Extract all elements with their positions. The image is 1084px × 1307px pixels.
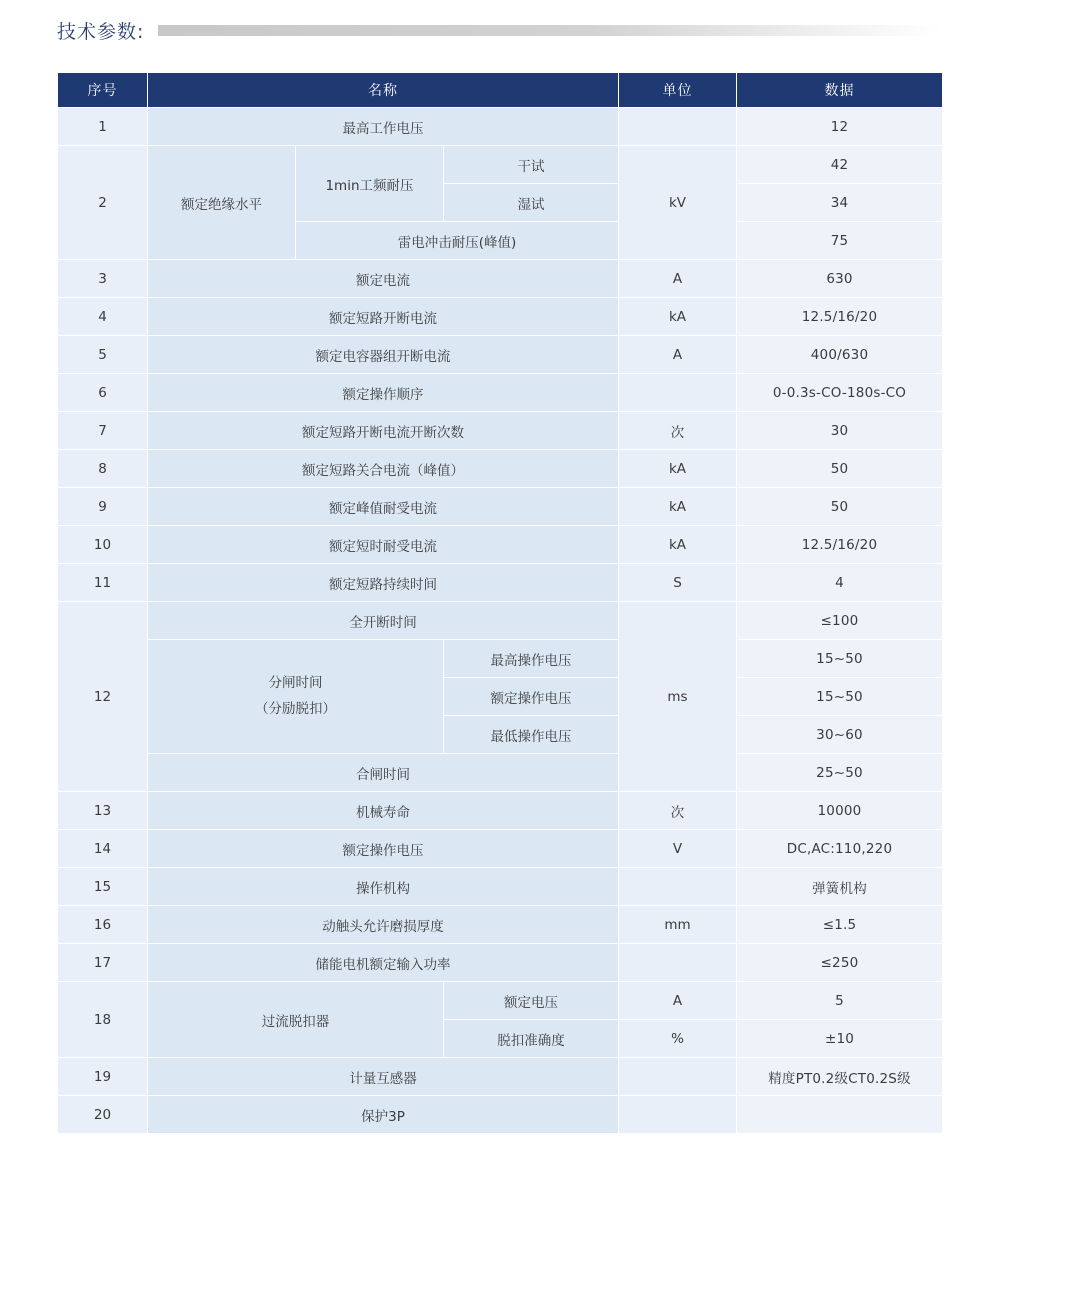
cell-data-a: 5 [737, 982, 943, 1020]
cell-subname-dry: 干试 [444, 146, 619, 184]
table-row [58, 260, 943, 298]
table-row [58, 868, 943, 906]
table-row [58, 336, 943, 374]
table-row [58, 906, 943, 944]
cell-data: 12.5/16/20 [737, 298, 943, 336]
spec-table-container [57, 72, 942, 1134]
cell-name: 额定短时耐受电流 [148, 526, 619, 564]
cell-subname-rated-voltage: 额定电压 [444, 982, 619, 1020]
table-row [58, 146, 943, 184]
cell-data: 50 [737, 488, 943, 526]
cell-name: 额定短路开断电流开断次数 [148, 412, 619, 450]
column-header-data: 数据 [737, 73, 943, 108]
cell-data-impulse: 75 [737, 222, 943, 260]
table-row [58, 1096, 943, 1134]
cell-name: 额定峰值耐受电流 [148, 488, 619, 526]
table-row [58, 526, 943, 564]
table-row [58, 450, 943, 488]
page-title: 技术参数: [57, 20, 145, 43]
section-header [57, 14, 942, 46]
cell-data-rated-volt: 15~50 [737, 678, 943, 716]
table-row [58, 754, 943, 792]
cell-no: 1 [58, 108, 148, 146]
cell-data-wet: 34 [737, 184, 943, 222]
cell-name: 储能电机额定输入功率 [148, 944, 619, 982]
cell-unit [619, 374, 737, 412]
cell-unit [619, 944, 737, 982]
cell-data: 50 [737, 450, 943, 488]
cell-no: 8 [58, 450, 148, 488]
cell-unit: mm [619, 906, 737, 944]
cell-data: 弹簧机构 [737, 868, 943, 906]
cell-data-min-volt: 30~60 [737, 716, 943, 754]
cell-data: 12.5/16/20 [737, 526, 943, 564]
cell-subname-max-volt: 最高操作电压 [444, 640, 619, 678]
table-row [58, 792, 943, 830]
column-header-name: 名称 [148, 73, 619, 108]
cell-no: 20 [58, 1096, 148, 1134]
cell-name: 额定操作顺序 [148, 374, 619, 412]
cell-no: 18 [58, 982, 148, 1058]
cell-unit [619, 1096, 737, 1134]
cell-name: 操作机构 [148, 868, 619, 906]
cell-unit: A [619, 260, 737, 298]
cell-unit [619, 108, 737, 146]
cell-name: 额定操作电压 [148, 830, 619, 868]
table-row [58, 944, 943, 982]
cell-name: 额定短路持续时间 [148, 564, 619, 602]
column-header-unit: 单位 [619, 73, 737, 108]
table-row [58, 830, 943, 868]
cell-unit: V [619, 830, 737, 868]
table-row [58, 374, 943, 412]
cell-no: 3 [58, 260, 148, 298]
cell-name-open-time [148, 640, 444, 754]
cell-no: 13 [58, 792, 148, 830]
table-row [58, 1058, 943, 1096]
cell-data: ≤1.5 [737, 906, 943, 944]
open-time-line1: 分闸时间 [268, 674, 323, 691]
cell-unit: A [619, 336, 737, 374]
cell-name: 额定电流 [148, 260, 619, 298]
cell-data: 30 [737, 412, 943, 450]
table-row [58, 108, 943, 146]
cell-subname-trip-accuracy: 脱扣准确度 [444, 1020, 619, 1058]
cell-subname-rated-volt: 额定操作电压 [444, 678, 619, 716]
cell-name: 额定电容器组开断电流 [148, 336, 619, 374]
cell-unit [619, 1058, 737, 1096]
cell-subname-wet: 湿试 [444, 184, 619, 222]
cell-unit: kA [619, 488, 737, 526]
table-row [58, 982, 943, 1020]
cell-name: 计量互感器 [148, 1058, 619, 1096]
table-row [58, 298, 943, 336]
cell-data: DC,AC:110,220 [737, 830, 943, 868]
cell-no: 7 [58, 412, 148, 450]
cell-unit: kV [619, 146, 737, 260]
cell-data-b: ±10 [737, 1020, 943, 1058]
cell-subname-impulse: 雷电冲击耐压(峰值) [296, 222, 619, 260]
cell-name-total-break: 全开断时间 [148, 602, 619, 640]
cell-no: 12 [58, 602, 148, 792]
cell-data: 400/630 [737, 336, 943, 374]
cell-data-dry: 42 [737, 146, 943, 184]
cell-subname-min-volt: 最低操作电压 [444, 716, 619, 754]
cell-name: 机械寿命 [148, 792, 619, 830]
cell-data: 4 [737, 564, 943, 602]
cell-data: 630 [737, 260, 943, 298]
cell-no: 10 [58, 526, 148, 564]
table-header-row [58, 73, 943, 108]
cell-name: 额定短路关合电流（峰值） [148, 450, 619, 488]
cell-unit: 次 [619, 792, 737, 830]
cell-data: 0-0.3s-CO-180s-CO [737, 374, 943, 412]
cell-unit: kA [619, 450, 737, 488]
cell-data-total-break: ≤100 [737, 602, 943, 640]
cell-data: 12 [737, 108, 943, 146]
cell-no: 17 [58, 944, 148, 982]
cell-unit: ms [619, 602, 737, 792]
cell-name-close-time: 合闸时间 [148, 754, 619, 792]
cell-data [737, 1096, 943, 1134]
cell-name: 动触头允许磨损厚度 [148, 906, 619, 944]
cell-no: 15 [58, 868, 148, 906]
table-row [58, 640, 943, 678]
cell-data: ≤250 [737, 944, 943, 982]
cell-name: 额定绝缘水平 [148, 146, 296, 260]
column-header-no: 序号 [58, 73, 148, 108]
table-row [58, 412, 943, 450]
technical-parameters-table [57, 72, 943, 1134]
cell-data: 10000 [737, 792, 943, 830]
cell-name: 保护3P [148, 1096, 619, 1134]
cell-unit: S [619, 564, 737, 602]
cell-no: 11 [58, 564, 148, 602]
cell-no: 16 [58, 906, 148, 944]
cell-data-max-volt: 15~50 [737, 640, 943, 678]
cell-subname-1min: 1min工频耐压 [296, 146, 444, 222]
cell-unit-a: A [619, 982, 737, 1020]
cell-no: 5 [58, 336, 148, 374]
cell-no: 19 [58, 1058, 148, 1096]
cell-no: 4 [58, 298, 148, 336]
cell-data: 精度PT0.2级CT0.2S级 [737, 1058, 943, 1096]
cell-name: 最高工作电压 [148, 108, 619, 146]
cell-unit-b: % [619, 1020, 737, 1058]
header-decor-bar [158, 25, 942, 36]
open-time-line2: （分励脱扣） [255, 700, 336, 717]
table-row [58, 488, 943, 526]
cell-no: 14 [58, 830, 148, 868]
table-row [58, 564, 943, 602]
cell-unit: 次 [619, 412, 737, 450]
cell-data-close-time: 25~50 [737, 754, 943, 792]
cell-unit: kA [619, 298, 737, 336]
cell-unit: kA [619, 526, 737, 564]
cell-no: 6 [58, 374, 148, 412]
cell-unit [619, 868, 737, 906]
table-row [58, 602, 943, 640]
cell-no: 9 [58, 488, 148, 526]
cell-name: 过流脱扣器 [148, 982, 444, 1058]
cell-name: 额定短路开断电流 [148, 298, 619, 336]
cell-no: 2 [58, 146, 148, 260]
